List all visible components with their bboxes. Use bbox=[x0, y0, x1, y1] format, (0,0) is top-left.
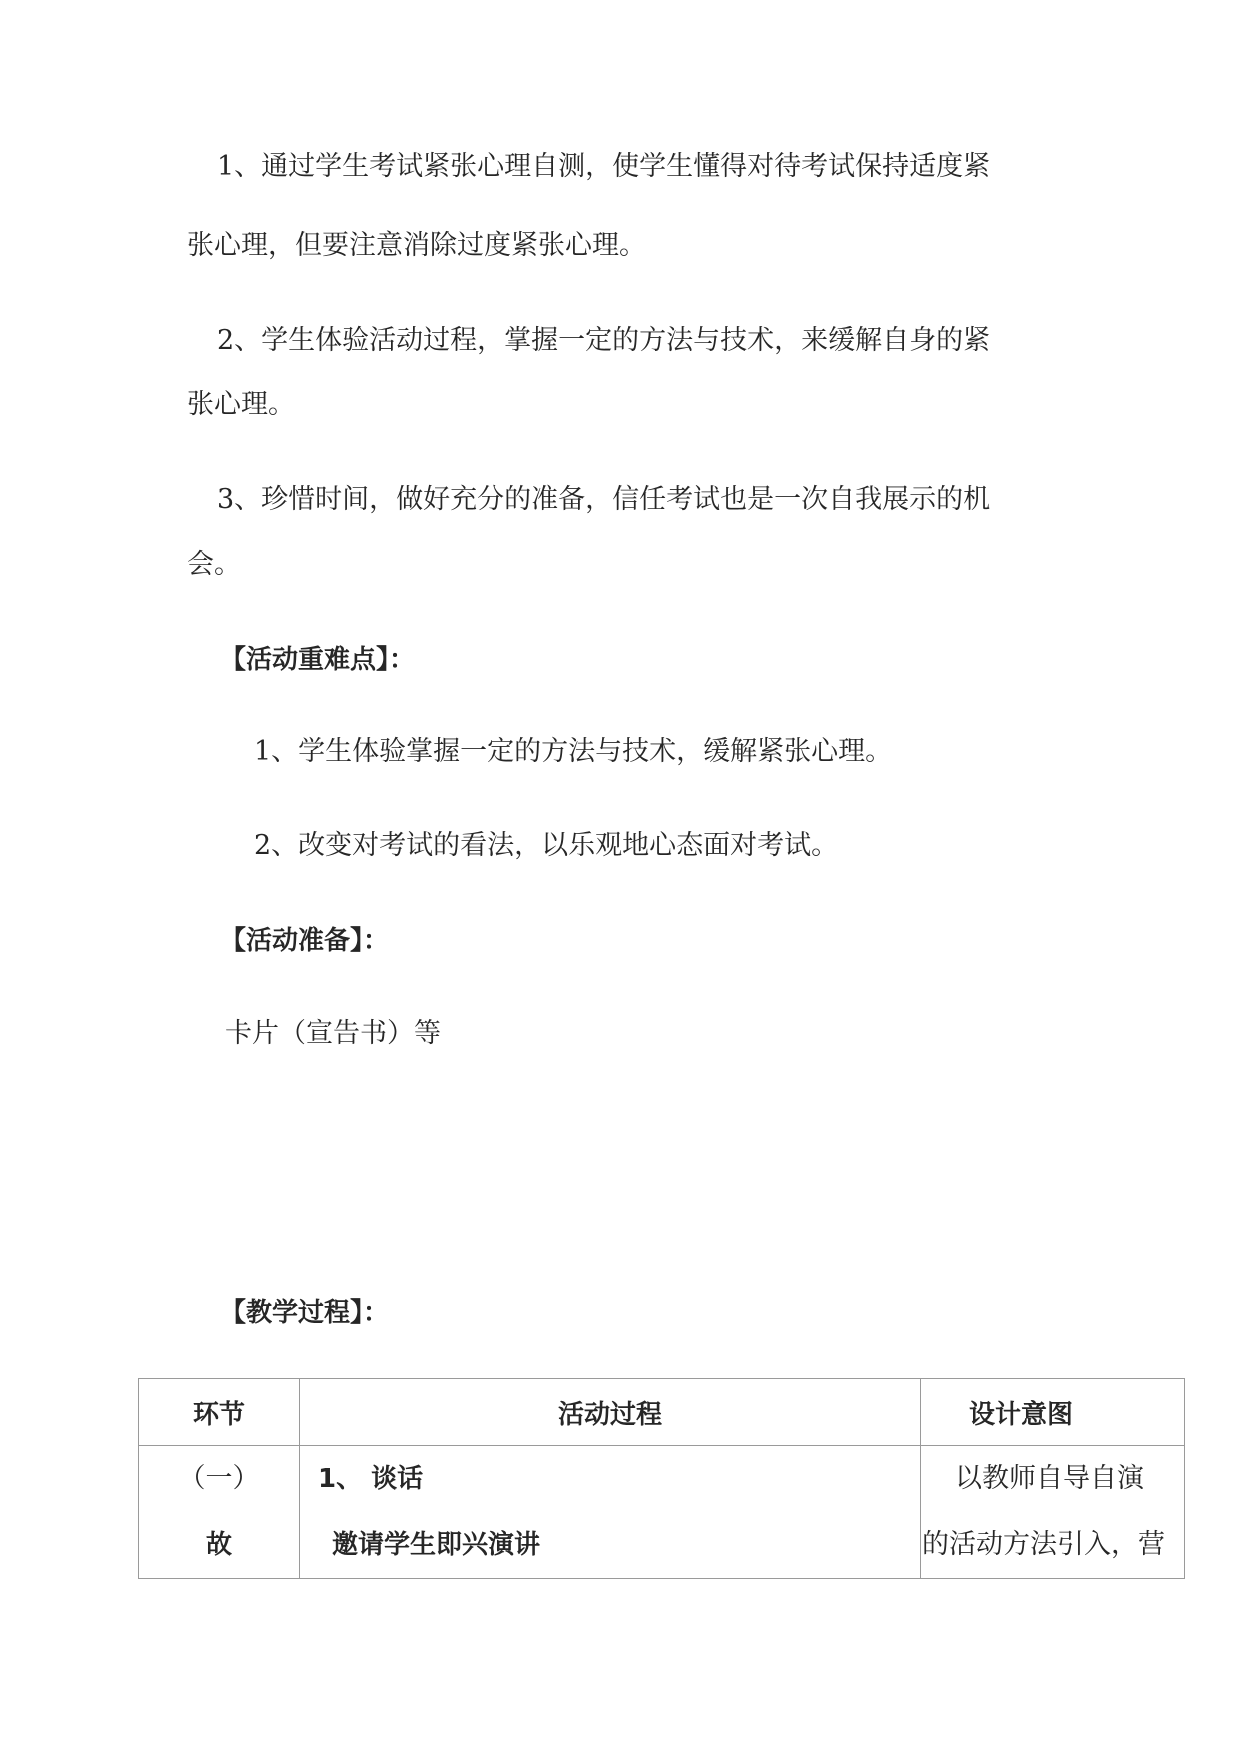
intent-line: 的活动方法引入，营 bbox=[922, 1529, 1165, 1560]
header-intent: 设计意图 bbox=[921, 1379, 1185, 1446]
process-heading: 【教学过程】： bbox=[220, 1298, 390, 1328]
preparation-text: 卡片（宣告书）等 bbox=[225, 1018, 441, 1049]
stage-cell bbox=[139, 1446, 300, 1579]
activity-line: 邀请学生即兴演讲 bbox=[332, 1530, 541, 1560]
key-points-heading: 【活动重难点】： bbox=[220, 645, 416, 675]
objective-2-line-2: 张心理。 bbox=[187, 389, 295, 420]
table-header-row bbox=[139, 1379, 1185, 1446]
preparation-heading: 【活动准备】： bbox=[220, 926, 390, 956]
key-point-item: 2、改变对考试的看法，以乐观地心态面对考试。 bbox=[254, 830, 839, 861]
objective-3-line-2: 会。 bbox=[187, 549, 241, 580]
activity-line: 1、 谈话 bbox=[318, 1464, 424, 1494]
process-table bbox=[138, 1378, 1185, 1579]
objective-1-line-2: 张心理，但要注意消除过度紧张心理。 bbox=[187, 230, 646, 261]
objective-1-line-1: 1、通过学生考试紧张心理自测，使学生懂得对待考试保持适度紧 bbox=[217, 151, 991, 182]
header-activity: 活动过程 bbox=[300, 1379, 921, 1446]
key-point-item: 1、学生体验掌握一定的方法与技术，缓解紧张心理。 bbox=[254, 736, 893, 767]
activity-cell bbox=[300, 1446, 921, 1579]
objective-2-line-1: 2、学生体验活动过程，掌握一定的方法与技术，来缓解自身的紧 bbox=[217, 325, 991, 356]
table-row bbox=[139, 1446, 1185, 1579]
objective-3-line-1: 3、珍惜时间，做好充分的准备，信任考试也是一次自我展示的机 bbox=[217, 484, 991, 515]
stage-line: （一） bbox=[178, 1463, 260, 1494]
stage-line: 故 bbox=[205, 1530, 232, 1560]
header-stage: 环节 bbox=[139, 1379, 300, 1446]
intent-line: 以教师自导自演 bbox=[955, 1463, 1144, 1494]
intent-cell bbox=[921, 1446, 1185, 1579]
